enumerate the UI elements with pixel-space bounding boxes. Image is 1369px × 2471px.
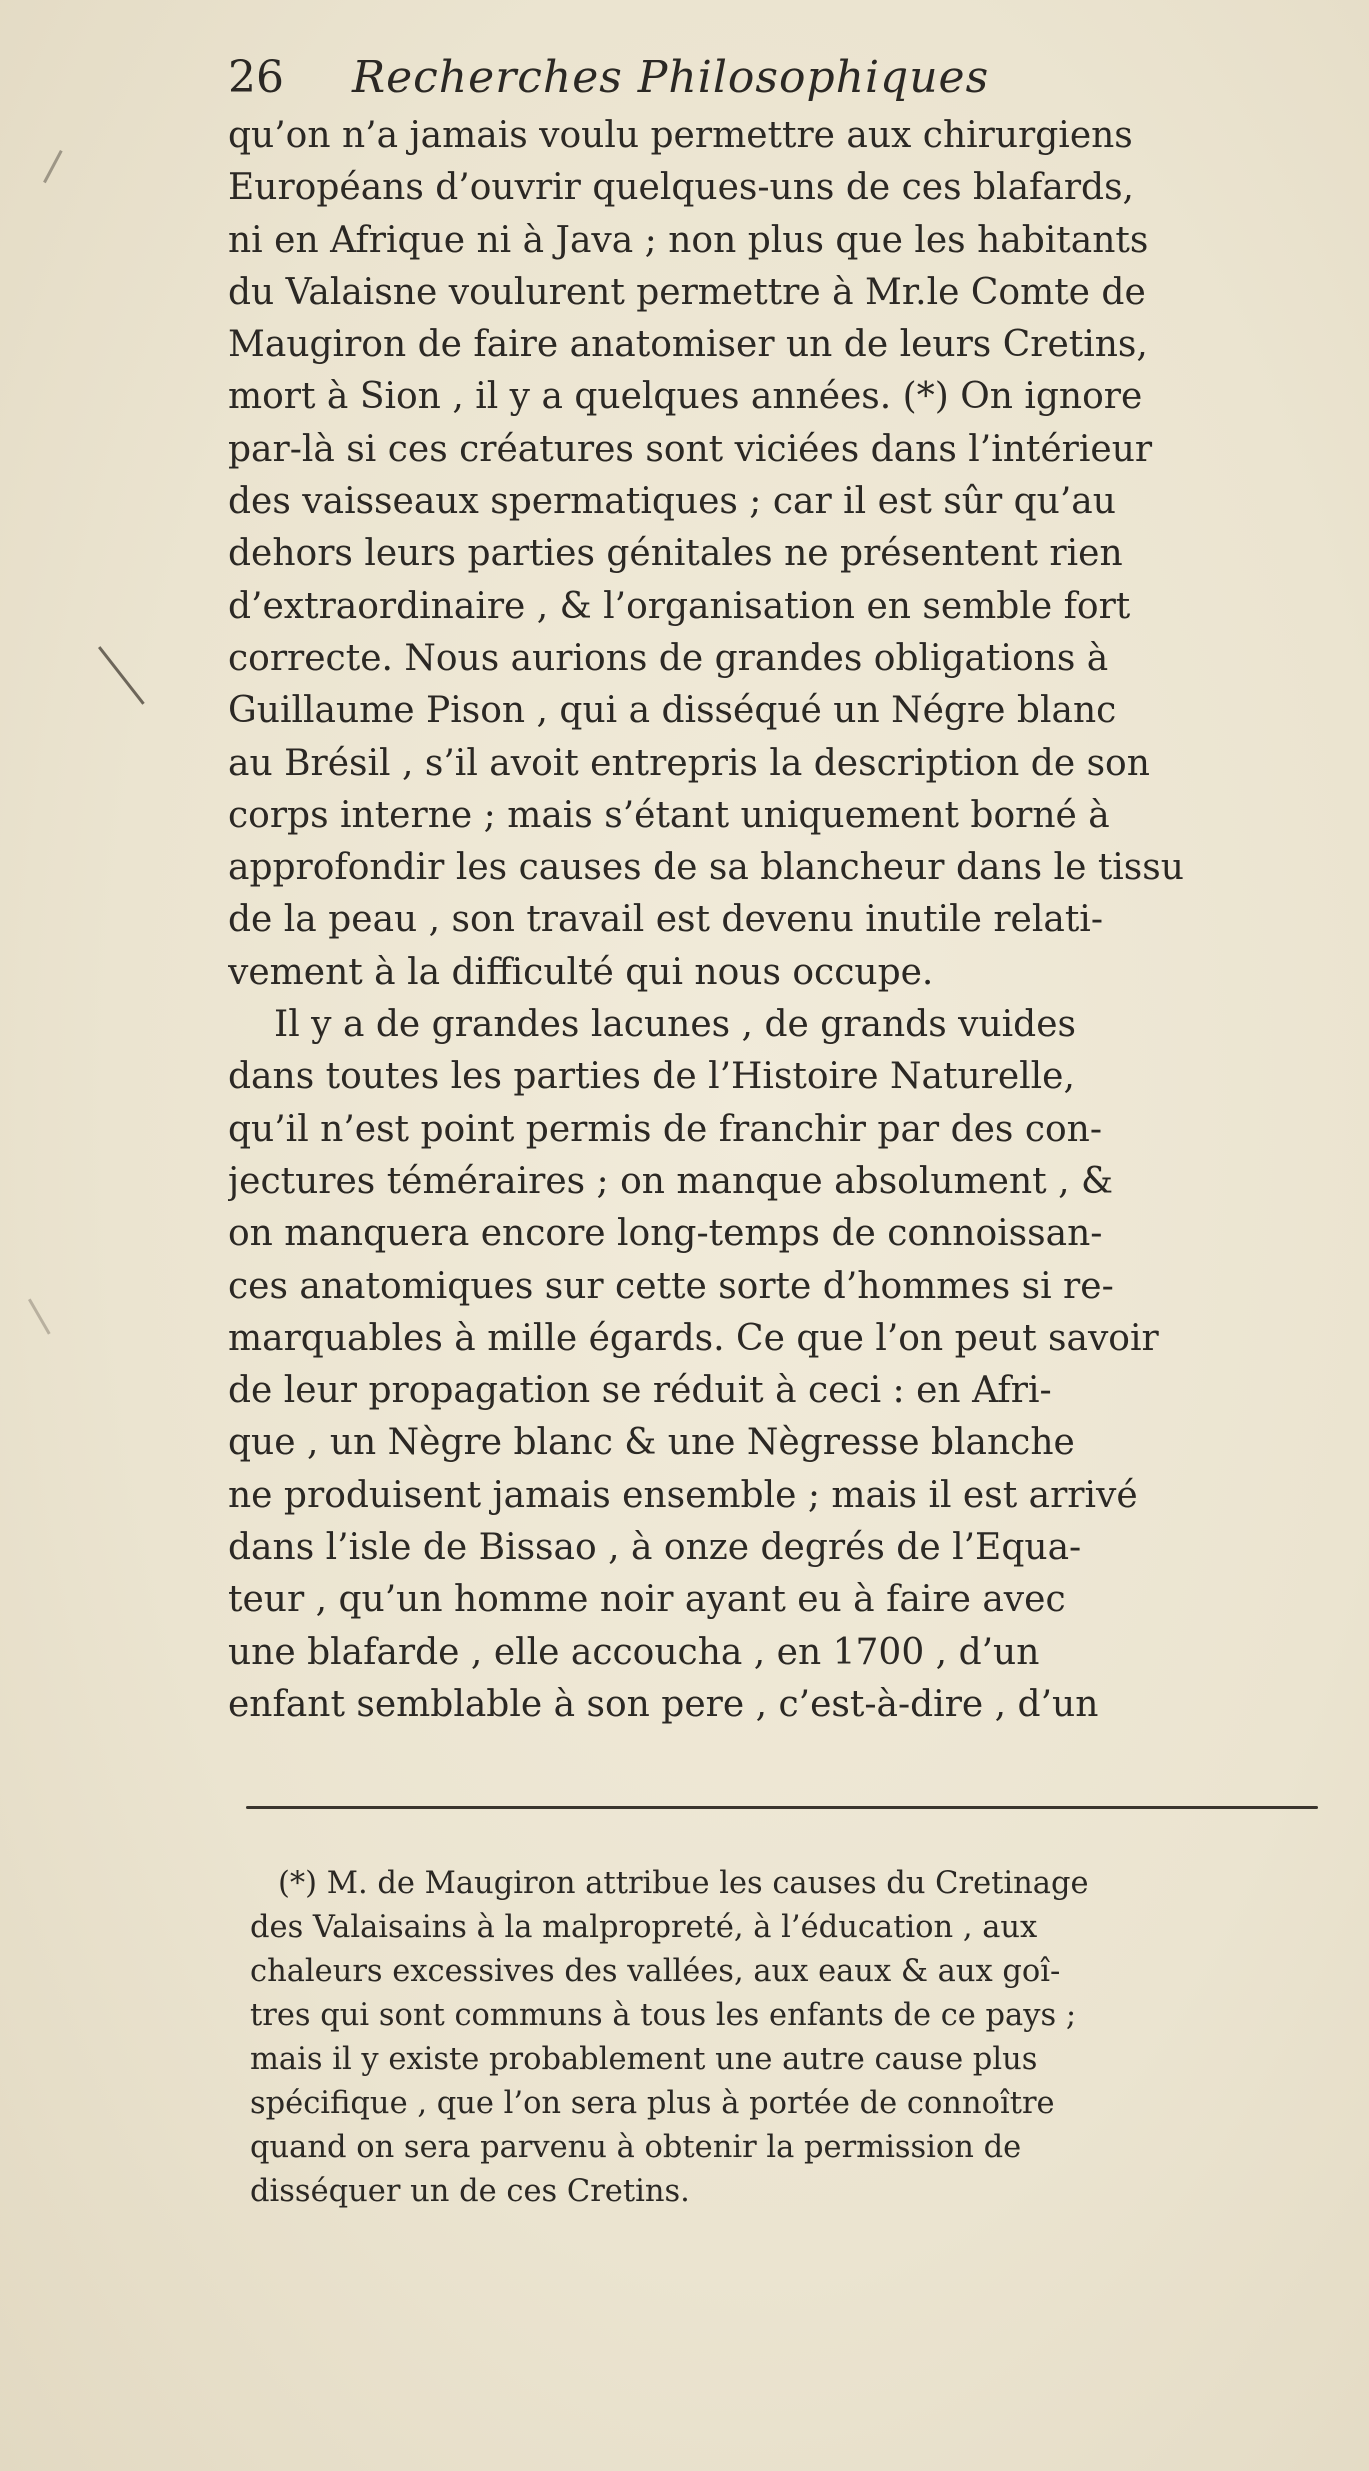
footnote-line: disséquer un de ces Cretins. — [250, 2174, 690, 2209]
text-line: marquables à mille égards. Ce que l’on peut savoir — [228, 1317, 1159, 1359]
text-line: au Brésil , s’il avoit entrepris la description de son — [228, 742, 1150, 784]
body-text — [228, 110, 1328, 1731]
text-line: on manquera encore long-temps de connoissan- — [228, 1213, 1103, 1255]
footnote-divider — [246, 1806, 1318, 1809]
text-line: teur , qu’un homme noir ayant eu à faire avec — [228, 1579, 1066, 1621]
text-line: Maugiron de faire anatomiser un de leurs Cretins, — [228, 324, 1148, 366]
footnote — [250, 1862, 1330, 2214]
text-line: mort à Sion , il y a quelques années. (*) On ignore — [228, 376, 1143, 418]
text-line: des vaisseaux spermatiques ; car il est sûr qu’au — [228, 481, 1116, 523]
paragraph-start-line: Il y a de grandes lacunes , de grands vuides — [274, 1004, 1076, 1046]
page-number: 26 — [228, 52, 284, 103]
text-line: qu’on n’a jamais voulu permettre aux chirurgiens — [228, 115, 1133, 156]
text-line: corps interne ; mais s’étant uniquement borné à — [228, 794, 1110, 836]
text-line: dans toutes les parties de l’Histoire Naturelle, — [228, 1056, 1075, 1098]
text-line: d’extraordinaire , & l’organisation en semble fort — [228, 585, 1131, 627]
text-line: ces anatomiques sur cette sorte d’hommes si re- — [228, 1265, 1114, 1307]
text-line: qu’il n’est point permis de franchir par des con- — [228, 1108, 1103, 1150]
running-head — [228, 48, 1228, 108]
footnote-line: spécifique , que l’on sera plus à portée de connoître — [250, 2086, 1055, 2121]
text-line: Européans d’ouvrir quelques-uns de ces blafards, — [228, 167, 1134, 209]
text-line: une blafarde , elle accoucha , en 1700 , d’un — [228, 1631, 1040, 1673]
text-line: approfondir les causes de sa blancheur dans le tissu — [228, 847, 1184, 889]
footnote-line: des Valaisains à la malpropreté, à l’éducation , aux — [250, 1910, 1038, 1945]
text-line: du Valaisne voulurent permettre à Mr.le Comte de — [228, 271, 1146, 313]
margin-pencil-mark — [43, 150, 63, 183]
text-line: Guillaume Pison , qui a disséqué un Négre blanc — [228, 690, 1117, 732]
footnote-line: quand on sera parvenu à obtenir la permission de — [250, 2130, 1022, 2165]
text-line: de la peau , son travail est devenu inutile relati- — [228, 899, 1103, 941]
margin-pencil-mark — [98, 646, 145, 705]
footnote-line: chaleurs excessives des vallées, aux eaux & aux goî- — [250, 1954, 1061, 1989]
text-line: de leur propagation se réduit à ceci : en Afri- — [228, 1370, 1052, 1412]
text-line: ni en Afrique ni à Java ; non plus que les habitants — [228, 219, 1149, 261]
text-line: dans l’isle de Bissao , à onze degrés de l’Equa- — [228, 1527, 1082, 1569]
footnote-line: tres qui sont communs à tous les enfants de ce pays ; — [250, 1998, 1077, 2033]
text-line: enfant semblable à son pere , c’est-à-dire , d’un — [228, 1683, 1099, 1725]
text-line: jectures téméraires ; on manque absolument , & — [228, 1160, 1114, 1202]
margin-pencil-mark — [28, 1299, 51, 1335]
text-line: vement à la difficulté qui nous occupe. — [228, 951, 934, 993]
running-title: Recherches Philosophiques — [352, 52, 990, 103]
footnote-line: (*) M. de Maugiron attribue les causes du Cretinage — [278, 1866, 1089, 1901]
footnote-line: mais il y existe probablement une autre cause plus — [250, 2042, 1038, 2077]
text-line: par-là si ces créatures sont viciées dans l’intérieur — [228, 428, 1153, 470]
text-line: ne produisent jamais ensemble ; mais il est arrivé — [228, 1474, 1138, 1516]
text-line: dehors leurs parties génitales ne présentent rien — [228, 533, 1123, 575]
text-line: correcte. Nous aurions de grandes obligations à — [228, 637, 1109, 679]
text-line: que , un Nègre blanc & une Nègresse blanche — [228, 1422, 1075, 1464]
